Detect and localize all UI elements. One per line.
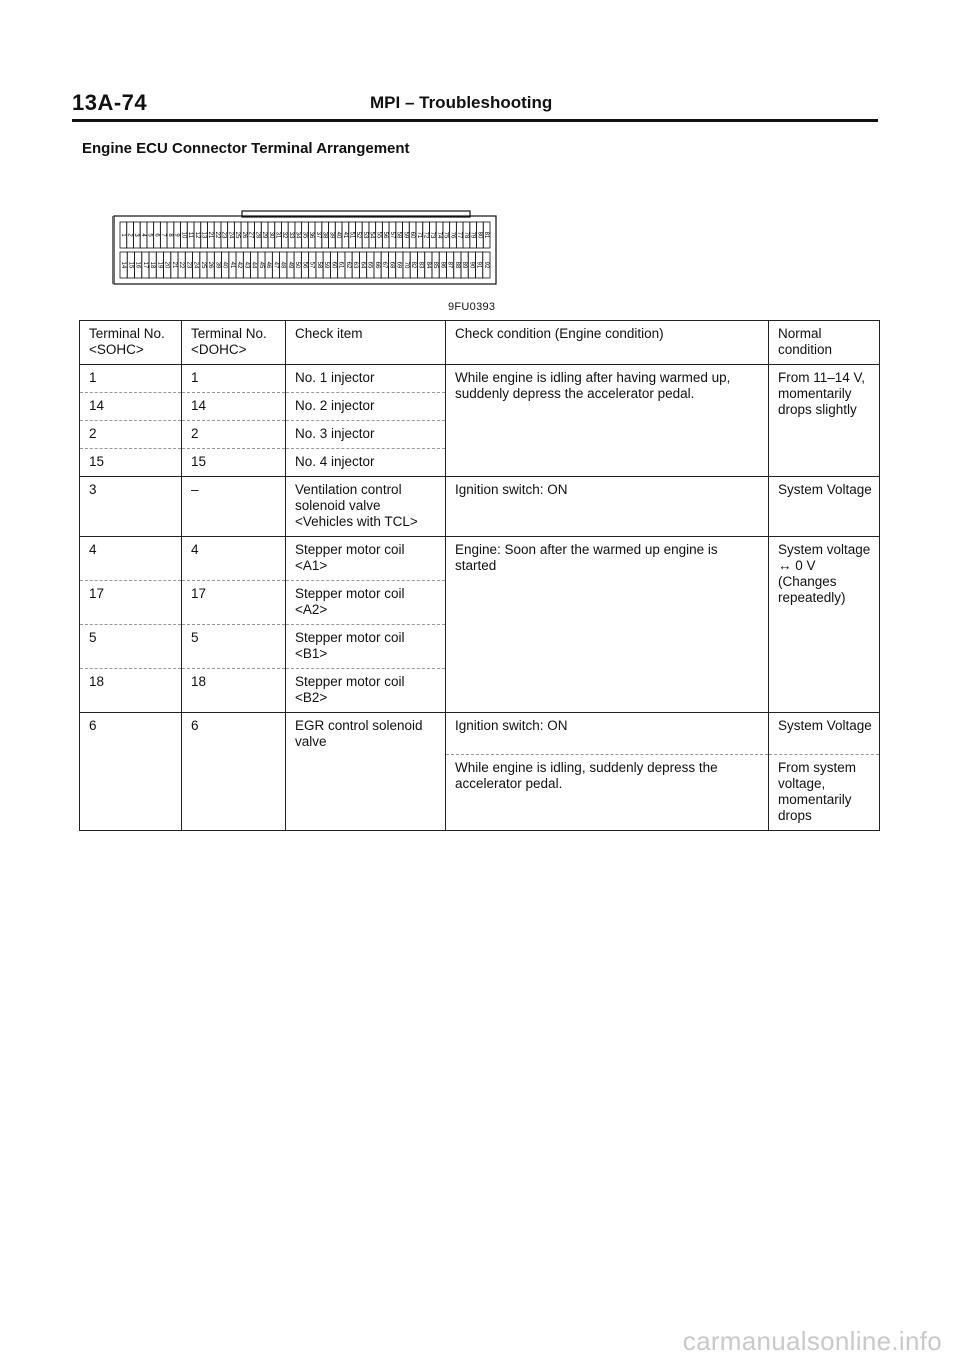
connector-terminal-number: 11 [187,231,194,239]
connector-terminal-number: 90 [468,261,475,269]
connector-terminal-number: 67 [381,261,388,269]
connector-terminal-number: 39 [214,261,221,269]
terminal-sohc: 5 [80,625,182,669]
connector-terminal-number: 10 [180,231,187,239]
check-item: Stepper motor coil <A2> [286,581,446,625]
connector-terminal-number: 74 [435,231,442,239]
connector-terminal-number: 82 [410,261,417,269]
connector-terminal-number: 70 [402,261,409,269]
check-condition-injectors: While engine is idling after having warmed up, suddenly depress the accelerator pedal. [446,365,769,477]
connector-terminal-number: 34 [294,231,301,239]
connector-terminal-number: 2 [126,233,133,237]
connector-terminal-number: 84 [424,261,431,269]
connector-terminal-number: 22 [178,261,185,269]
normal-condition-egr-1: System Voltage [769,713,880,755]
connector-terminal-number: 79 [469,231,476,239]
check-condition-stepper: Engine: Soon after the warmed up engine is started [446,537,769,713]
connector-terminal-number: 80 [476,231,483,239]
connector-terminal-number: 9 [173,233,180,237]
connector-terminal-number: 78 [462,231,469,239]
connector-terminal-number: 35 [301,231,308,239]
check-item: EGR control solenoid valve [286,713,446,831]
connector-terminal-number: 17 [141,261,148,269]
connector-terminal-number: 41 [341,231,348,239]
check-item: Stepper motor coil <B1> [286,625,446,669]
connector-terminal-number: 28 [254,231,261,239]
check-item: No. 4 injector [286,449,446,477]
connector-terminal-number: 23 [220,231,227,239]
terminal-dohc: 6 [182,713,286,831]
connector-terminal-number: 62 [344,261,351,269]
normal-condition-injectors: From 11–14 V, momentarily drops slightly [769,365,880,477]
connector-terminal-number: 19 [156,261,163,269]
connector-terminal-number: 68 [388,261,395,269]
connector-terminal-number: 51 [348,231,355,239]
section-title: Engine ECU Connector Terminal Arrangement [82,140,410,157]
connector-terminal-number: 21 [170,261,177,269]
running-title: MPI – Troubleshooting [370,93,553,112]
terminal-sohc: 15 [80,449,182,477]
connector-terminal-number: 39 [328,231,335,239]
connector-terminal-number: 76 [449,231,456,239]
connector-terminal-number: 81 [483,231,490,239]
connector-terminal-number: 14 [120,261,127,269]
terminal-dohc: 15 [182,449,286,477]
connector-terminal-number: 54 [368,231,375,239]
connector-terminal-number: 5 [146,233,153,237]
connector-terminal-number: 20 [163,261,170,269]
connector-terminal-number: 55 [375,231,382,239]
connector-terminal-number: 77 [456,231,463,239]
connector-terminal-number: 25 [199,261,206,269]
connector-terminal-number: 1 [119,233,126,237]
connector-terminal-number: 58 [395,231,402,239]
connector-terminal-number: 92 [482,261,489,269]
connector-terminal-number: 40 [221,261,228,269]
terminal-sohc: 3 [80,477,182,537]
terminal-dohc: 2 [182,421,286,449]
header-rule [72,119,878,122]
normal-condition-egr-2: From system voltage, momentarily drops [769,755,880,831]
connector-terminal-number: 63 [352,261,359,269]
connector-terminal-number: 44 [250,261,257,269]
check-item: No. 2 injector [286,393,446,421]
connector-terminal-number: 31 [274,231,281,239]
check-item: Stepper motor coil <A1> [286,537,446,581]
table-row [80,477,880,537]
terminal-dohc: 14 [182,393,286,421]
connector-terminal-number: 49 [286,261,293,269]
connector-terminal-number: 43 [243,261,250,269]
connector-terminal-number: 4 [139,233,146,237]
normal-condition-stepper: System voltage ↔ 0 V (Changes repeatedly) [769,537,880,713]
normal-condition-ventilation: System Voltage [769,477,880,537]
terminal-dohc: 4 [182,537,286,581]
connector-terminal-number: 41 [228,261,235,269]
connector-terminal-number: 29 [261,231,268,239]
connector-terminal-number: 21 [207,231,214,239]
connector-terminal-number: 89 [461,261,468,269]
connector-terminal-number: 86 [439,261,446,269]
connector-terminal-number: 59 [402,231,409,239]
connector-terminal-number: 8 [166,233,173,237]
terminal-dohc: – [182,477,286,537]
connector-terminal-number: 59 [323,261,330,269]
terminal-sohc: 4 [80,537,182,581]
watermark: carmanualsonline.info [682,1326,942,1356]
connector-terminal-number: 85 [432,261,439,269]
connector-terminal-number: 53 [361,231,368,239]
terminal-sohc: 6 [80,713,182,831]
connector-terminal-number: 50 [294,261,301,269]
connector-terminal-number: 60 [409,231,416,239]
page-number: 13A-74 [72,90,148,115]
connector-terminal-number: 25 [234,231,241,239]
connector-terminal-number: 32 [281,231,288,239]
connector-diagram [112,204,498,286]
connector-terminal-number: 64 [359,261,366,269]
connector-terminal-number: 69 [395,261,402,269]
connector-terminal-number: 71 [415,231,422,239]
connector-terminal-number: 58 [315,261,322,269]
connector-terminal-number: 7 [160,233,167,237]
table-header-row [80,321,880,365]
connector-terminal-number: 38 [321,231,328,239]
connector-terminal-number: 57 [308,261,315,269]
connector-terminal-number: 48 [279,261,286,269]
connector-terminal-number: 27 [247,231,254,239]
check-condition-ventilation: Ignition switch: ON [446,477,769,537]
connector-terminal-number: 42 [236,261,243,269]
header-normal-condition: Normal condition [769,321,880,365]
connector-terminal-number: 12 [193,231,200,239]
connector-terminal-number: 73 [429,231,436,239]
table-row [80,537,880,581]
connector-terminal-number: 57 [388,231,395,239]
check-condition-egr-2: While engine is idling, suddenly depress the accelerator pedal. [446,755,769,831]
connector-terminal-number: 52 [355,231,362,239]
connector-terminal-number: 47 [272,261,279,269]
header-check-condition: Check condition (Engine condition) [446,321,769,365]
connector-terminal-number: 37 [314,231,321,239]
check-item: Ventilation control solenoid valve <Vehicles with TCL> [286,477,446,537]
connector-terminal-number: 46 [265,261,272,269]
connector-terminal-number: 26 [207,261,214,269]
connector-terminal-number: 15 [127,261,134,269]
connector-terminal-number: 36 [308,231,315,239]
table-row [80,365,880,393]
terminal-sohc: 1 [80,365,182,393]
connector-terminal-number: 3 [133,233,140,237]
terminal-sohc: 18 [80,669,182,713]
connector-terminal-number: 6 [153,233,160,237]
connector-terminal-number: 83 [417,261,424,269]
connector-terminal-number: 45 [257,261,264,269]
connector-terminal-number: 33 [287,231,294,239]
terminal-dohc: 18 [182,669,286,713]
connector-terminal-number: 26 [240,231,247,239]
table-row [80,713,880,755]
connector-terminal-number: 61 [337,261,344,269]
header-check-item: Check item [286,321,446,365]
check-item: Stepper motor coil <B2> [286,669,446,713]
terminal-table [79,320,880,831]
connector-terminal-number: 18 [149,261,156,269]
connector-terminal-number: 60 [330,261,337,269]
header-terminal-dohc: Terminal No. <DOHC> [182,321,286,365]
header-terminal-sohc: Terminal No. <SOHC> [80,321,182,365]
connector-terminal-number: 40 [335,231,342,239]
check-item: No. 1 injector [286,365,446,393]
connector-terminal-number: 88 [453,261,460,269]
connector-terminal-number: 56 [382,231,389,239]
connector-terminal-number: 91 [475,261,482,269]
terminal-dohc: 5 [182,625,286,669]
terminal-sohc: 17 [80,581,182,625]
connector-terminal-number: 75 [442,231,449,239]
connector-terminal-number: 65 [366,261,373,269]
connector-terminal-number: 30 [267,231,274,239]
connector-terminal-number: 13 [200,231,207,239]
check-condition-egr-1: Ignition switch: ON [446,713,769,755]
terminal-sohc: 14 [80,393,182,421]
connector-terminal-number: 22 [213,231,220,239]
connector-terminal-number: 66 [373,261,380,269]
terminal-dohc: 1 [182,365,286,393]
check-item: No. 3 injector [286,421,446,449]
connector-terminal-number: 23 [185,261,192,269]
connector-terminal-number: 72 [422,231,429,239]
terminal-sohc: 2 [80,421,182,449]
terminal-dohc: 17 [182,581,286,625]
connector-terminal-number: 24 [227,231,234,239]
connector-terminal-number: 16 [134,261,141,269]
figure-code: 9FU0393 [448,301,496,313]
connector-terminal-number: 24 [192,261,199,269]
connector-terminal-number: 87 [446,261,453,269]
connector-terminal-number: 56 [301,261,308,269]
